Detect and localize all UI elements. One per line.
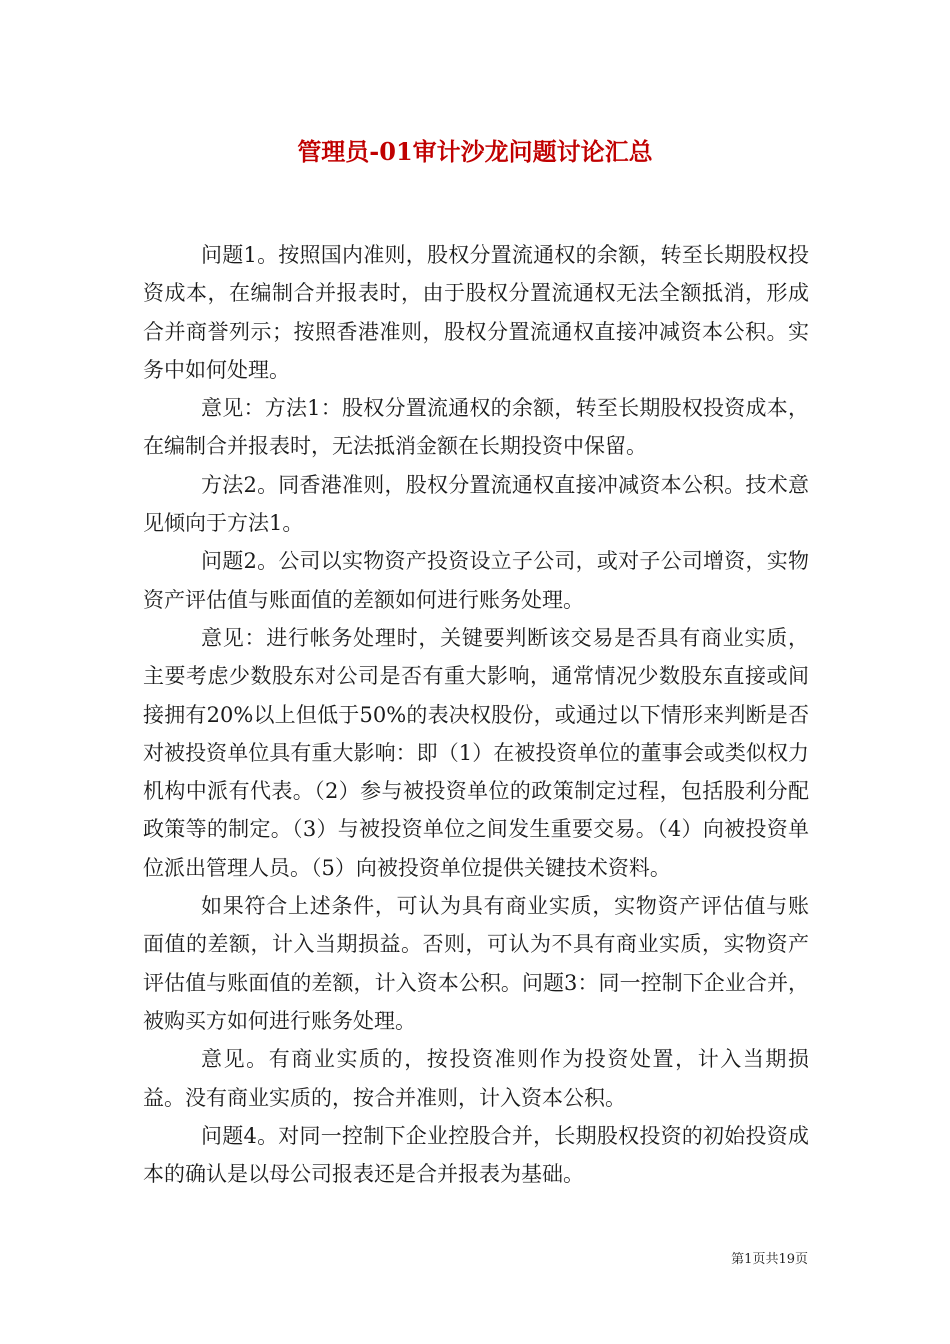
page-number-footer: 第1页共19页 [731,1252,808,1267]
document-title: 管理员-01审计沙龙问题讨论汇总 [297,137,653,166]
document-body [143,236,809,1193]
paragraph-conditions-question-3: 如果符合上述条件，可认为具有商业实质，实物资产评估值与账面值的差额，计入当期损益。否则，可认为不具有商业实质，实物资产评估值与账面值的差额，计入资本公积。问题3：同一控制下企业合并，被购买方如何进行账务处理。 [143,894,809,1033]
paragraph-question-1: 问题1。按照国内准则，股权分置流通权的余额，转至长期股权投资成本，在编制合并报表时，由于股权分置流通权无法全额抵消，形成合并商誉列示；按照香港准则，股权分置流通权直接冲减资本公积。实务中如何处理。 [143,243,809,382]
paragraph-opinion-method-1: 意见：方法1：股权分置流通权的余额，转至长期股权投资成本，在编制合并报表时，无法抵消金额在长期投资中保留。 [143,396,809,459]
paragraph-question-4: 问题4。对同一控制下企业控股合并，长期股权投资的初始投资成本的确认是以母公司报表还是合并报表为基础。 [143,1123,809,1187]
paragraph-question-2: 问题2。公司以实物资产投资设立子公司，或对子公司增资，实物资产评估值与账面值的差额如何进行账务处理。 [143,549,809,612]
paragraph-opinion-3: 意见。有商业实质的，按投资准则作为投资处置，计入当期损益。没有商业实质的，按合并准则，计入资本公积。 [143,1047,809,1110]
paragraph-opinion-2: 意见：进行帐务处理时，关键要判断该交易是否具有商业实质，主要考虑少数股东对公司是否有重大影响，通常情况少数股东直接或间接拥有20%以上但低于50%的表决权股份，或通过以下情形来判断是否对被投资单位具有重大影响：即（1）在被投资单位的董事会或类似权力机构中派有代表。（2）参与被投资单位的政策制定过程，包括股利分配政策等的制定。（3）与被投资单位之间发生重要交易。（4）向被投资单位派出管理人员。（5）向被投资单位提供关键技术资料。 [143,625,809,880]
paragraph-method-2: 方法2。同香港准则，股权分置流通权直接冲减资本公积。技术意见倾向于方法1。 [143,472,809,536]
